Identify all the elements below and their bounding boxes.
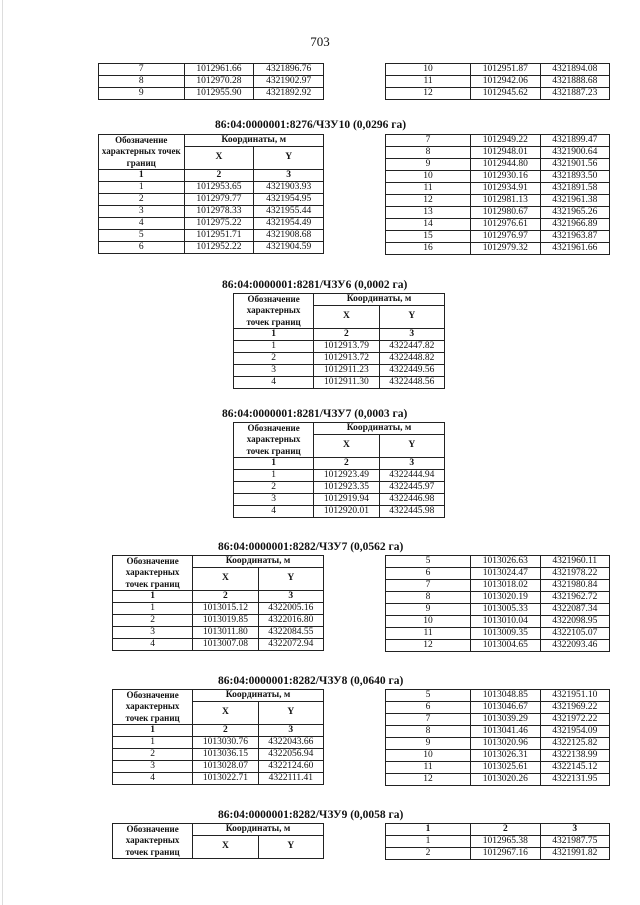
column-number: 1 <box>234 329 314 341</box>
point-number: 3 <box>99 206 185 218</box>
y-coordinate: 4321991.82 <box>540 848 609 860</box>
point-number: 2 <box>234 353 314 365</box>
y-coordinate: 4321903.93 <box>254 182 324 194</box>
point-designation-header: Обозначение характерных точек границ <box>234 423 314 458</box>
table-row <box>234 353 445 365</box>
coords-table-chzu10-right <box>385 134 610 255</box>
point-number: 2 <box>113 749 193 761</box>
point-number: 7 <box>386 135 471 147</box>
point-number: 9 <box>386 738 471 750</box>
section-title-8281-chzu7: 86:04:0000001:8281/ЧЗУ7 (0,0003 га) <box>222 408 408 420</box>
coords-table-8282-chzu8-left <box>112 689 324 785</box>
column-number-row <box>99 170 324 182</box>
y-coordinate: 4321954.09 <box>540 726 609 738</box>
point-number: 12 <box>386 640 471 652</box>
table-row <box>234 494 445 506</box>
point-number: 11 <box>386 628 471 640</box>
point-number: 10 <box>386 171 471 183</box>
x-coordinate: 1013026.63 <box>471 556 540 568</box>
point-number: 1 <box>113 603 193 615</box>
x-coordinate: 1013020.26 <box>471 774 540 786</box>
x-header: X <box>314 306 379 329</box>
column-number: 3 <box>379 329 444 341</box>
x-header: X <box>193 702 258 725</box>
y-coordinate: 4321978.22 <box>540 568 609 580</box>
point-number: 12 <box>386 88 471 100</box>
coords-table-8282-chzu9-left <box>112 823 324 859</box>
x-coordinate: 1013030.76 <box>193 737 258 749</box>
y-coordinate: 4322005.16 <box>258 603 323 615</box>
y-coordinate: 4322072.94 <box>258 639 323 651</box>
y-coordinate: 4321987.75 <box>540 836 609 848</box>
y-coordinate: 4322448.56 <box>379 377 444 389</box>
x-coordinate: 1013004.65 <box>471 640 540 652</box>
table-row <box>386 592 610 604</box>
x-coordinate: 1012975.22 <box>184 218 254 230</box>
x-header: X <box>184 147 254 170</box>
table-row <box>386 195 610 207</box>
coordinates-header: Координаты, м <box>184 135 324 147</box>
x-coordinate: 1013028.07 <box>193 761 258 773</box>
y-coordinate: 4322016.80 <box>258 615 323 627</box>
table-row <box>386 243 610 255</box>
x-coordinate: 1012923.35 <box>314 482 379 494</box>
y-coordinate: 4321966.89 <box>540 219 609 231</box>
column-number: 2 <box>193 591 258 603</box>
header-row <box>113 690 324 702</box>
column-number-row <box>234 458 445 470</box>
y-header: Y <box>258 568 323 591</box>
column-number-row <box>386 824 610 836</box>
point-number: 11 <box>386 183 471 195</box>
column-number-row <box>113 725 324 737</box>
table-row <box>386 76 610 88</box>
header-row <box>234 423 445 435</box>
y-coordinate: 4322448.82 <box>379 353 444 365</box>
y-coordinate: 4322043.66 <box>258 737 323 749</box>
point-number: 3 <box>113 627 193 639</box>
coordinates-header: Координаты, м <box>314 423 445 435</box>
x-coordinate: 1012942.06 <box>471 76 540 88</box>
table-row <box>386 568 610 580</box>
point-number: 10 <box>386 750 471 762</box>
coords-table-8282-chzu9-right <box>385 823 610 860</box>
x-header: X <box>314 435 379 458</box>
x-coordinate: 1012951.71 <box>184 230 254 242</box>
column-number-row <box>234 329 445 341</box>
x-coordinate: 1013007.08 <box>193 639 258 651</box>
point-number: 9 <box>99 88 185 100</box>
x-coordinate: 1012970.28 <box>184 76 254 88</box>
table-row <box>113 603 324 615</box>
point-designation-header: Обозначение характерных точек границ <box>99 135 185 170</box>
point-number: 5 <box>386 690 471 702</box>
x-coordinate: 1013015.12 <box>193 603 258 615</box>
x-coordinate: 1012961.66 <box>184 64 254 76</box>
x-coordinate: 1012948.01 <box>471 147 540 159</box>
point-number: 8 <box>386 147 471 159</box>
x-coordinate: 1013036.15 <box>193 749 258 761</box>
x-coordinate: 1012945.62 <box>471 88 540 100</box>
x-coordinate: 1013041.46 <box>471 726 540 738</box>
table-row <box>99 206 324 218</box>
x-coordinate: 1012953.65 <box>184 182 254 194</box>
x-coordinate: 1013005.33 <box>471 604 540 616</box>
x-coordinate: 1012981.13 <box>471 195 540 207</box>
x-coordinate: 1012976.61 <box>471 219 540 231</box>
column-number: 2 <box>471 824 540 836</box>
y-coordinate: 4321961.38 <box>540 195 609 207</box>
y-coordinate: 4321904.59 <box>254 242 324 254</box>
column-number: 1 <box>113 725 193 737</box>
table-row <box>386 135 610 147</box>
column-number: 1 <box>234 458 314 470</box>
table-row <box>386 231 610 243</box>
y-header: Y <box>379 435 444 458</box>
table-row <box>386 738 610 750</box>
y-header: Y <box>254 147 324 170</box>
table-row <box>386 64 610 76</box>
point-number: 8 <box>99 76 185 88</box>
x-coordinate: 1013019.85 <box>193 615 258 627</box>
x-coordinate: 1012951.87 <box>471 64 540 76</box>
table-row <box>386 726 610 738</box>
table-row <box>234 506 445 518</box>
y-coordinate: 4321900.64 <box>540 147 609 159</box>
point-number: 16 <box>386 243 471 255</box>
point-number: 4 <box>113 639 193 651</box>
point-number: 7 <box>99 64 185 76</box>
coords-table-8282-chzu7-left <box>112 555 324 651</box>
column-number: 3 <box>258 591 323 603</box>
scan-edge <box>2 0 3 905</box>
table-row <box>386 714 610 726</box>
point-number: 1 <box>234 341 314 353</box>
x-coordinate: 1013025.61 <box>471 762 540 774</box>
y-coordinate: 4321887.23 <box>540 88 609 100</box>
table-row <box>234 470 445 482</box>
point-number: 2 <box>99 194 185 206</box>
x-coordinate: 1012913.79 <box>314 341 379 353</box>
point-number: 3 <box>234 365 314 377</box>
section-title-8282-chzu7: 86:04:0000001:8282/ЧЗУ7 (0,0562 га) <box>218 541 404 553</box>
point-number: 2 <box>234 482 314 494</box>
x-coordinate: 1013022.71 <box>193 773 258 785</box>
y-coordinate: 4322093.46 <box>540 640 609 652</box>
table-row <box>386 690 610 702</box>
x-coordinate: 1012978.33 <box>184 206 254 218</box>
point-number: 4 <box>99 218 185 230</box>
table-row <box>234 377 445 389</box>
coords-table-cont-left <box>98 63 324 100</box>
point-designation-header: Обозначение характерных точек границ <box>113 556 193 591</box>
table-row <box>386 702 610 714</box>
x-coordinate: 1013020.96 <box>471 738 540 750</box>
table-row <box>99 88 324 100</box>
point-number: 1 <box>386 836 471 848</box>
point-number: 13 <box>386 207 471 219</box>
coordinates-header: Координаты, м <box>193 824 324 836</box>
y-header: Y <box>379 306 444 329</box>
point-number: 7 <box>386 714 471 726</box>
y-coordinate: 4322444.94 <box>379 470 444 482</box>
x-coordinate: 1013018.02 <box>471 580 540 592</box>
y-coordinate: 4322098.95 <box>540 616 609 628</box>
table-row <box>386 848 610 860</box>
point-number: 15 <box>386 231 471 243</box>
y-coordinate: 4322111.41 <box>258 773 323 785</box>
table-row <box>113 737 324 749</box>
column-number: 3 <box>254 170 324 182</box>
point-number: 6 <box>99 242 185 254</box>
y-coordinate: 4321954.95 <box>254 194 324 206</box>
point-number: 4 <box>113 773 193 785</box>
y-coordinate: 4322125.82 <box>540 738 609 750</box>
section-title-8282-chzu9: 86:04:0000001:8282/ЧЗУ9 (0,0058 га) <box>218 809 404 821</box>
column-number-row <box>113 591 324 603</box>
x-coordinate: 1012923.49 <box>314 470 379 482</box>
table-row <box>386 750 610 762</box>
point-number: 10 <box>386 616 471 628</box>
table-row <box>386 628 610 640</box>
point-designation-header: Обозначение характерных точек границ <box>113 824 193 859</box>
point-number: 7 <box>386 580 471 592</box>
y-coordinate: 4321901.56 <box>540 159 609 171</box>
table-row <box>386 640 610 652</box>
x-coordinate: 1013010.04 <box>471 616 540 628</box>
y-coordinate: 4321980.84 <box>540 580 609 592</box>
point-number: 11 <box>386 76 471 88</box>
table-row <box>99 194 324 206</box>
x-coordinate: 1013048.85 <box>471 690 540 702</box>
x-coordinate: 1012930.16 <box>471 171 540 183</box>
table-row <box>234 365 445 377</box>
table-row <box>386 171 610 183</box>
point-number: 5 <box>386 556 471 568</box>
x-coordinate: 1012919.94 <box>314 494 379 506</box>
y-coordinate: 4322447.82 <box>379 341 444 353</box>
point-number: 1 <box>234 470 314 482</box>
column-number: 1 <box>99 170 185 182</box>
coordinates-header: Координаты, м <box>193 690 324 702</box>
point-number: 11 <box>386 762 471 774</box>
y-coordinate: 4321896.76 <box>254 64 324 76</box>
y-coordinate: 4321954.49 <box>254 218 324 230</box>
table-row <box>99 218 324 230</box>
point-number: 8 <box>386 592 471 604</box>
table-row <box>386 580 610 592</box>
point-number: 1 <box>99 182 185 194</box>
table-row <box>113 627 324 639</box>
y-coordinate: 4321893.50 <box>540 171 609 183</box>
y-header: Y <box>258 702 323 725</box>
coords-table-8281-chzu6 <box>233 293 445 389</box>
table-row <box>386 836 610 848</box>
x-coordinate: 1012967.16 <box>471 848 540 860</box>
y-header: Y <box>258 836 323 859</box>
y-coordinate: 4321962.72 <box>540 592 609 604</box>
page-number: 703 <box>310 34 330 49</box>
y-coordinate: 4321888.68 <box>540 76 609 88</box>
x-coordinate: 1012934.91 <box>471 183 540 195</box>
table-row <box>113 615 324 627</box>
x-coordinate: 1013046.67 <box>471 702 540 714</box>
table-row <box>113 773 324 785</box>
y-coordinate: 4322445.98 <box>379 506 444 518</box>
table-row <box>234 341 445 353</box>
coords-table-8281-chzu7 <box>233 422 445 518</box>
point-number: 4 <box>234 506 314 518</box>
table-row <box>386 219 610 231</box>
point-number: 5 <box>99 230 185 242</box>
y-coordinate: 4321951.10 <box>540 690 609 702</box>
point-number: 6 <box>386 568 471 580</box>
x-coordinate: 1012944.80 <box>471 159 540 171</box>
x-coordinate: 1013024.47 <box>471 568 540 580</box>
y-coordinate: 4322105.07 <box>540 628 609 640</box>
y-coordinate: 4322056.94 <box>258 749 323 761</box>
column-number: 2 <box>193 725 258 737</box>
table-row <box>99 182 324 194</box>
table-row <box>386 616 610 628</box>
x-coordinate: 1012911.23 <box>314 365 379 377</box>
y-coordinate: 4322087.34 <box>540 604 609 616</box>
coords-table-chzu10-left <box>98 134 324 254</box>
table-row <box>99 76 324 88</box>
y-coordinate: 4321963.87 <box>540 231 609 243</box>
point-designation-header: Обозначение характерных точек границ <box>234 294 314 329</box>
y-coordinate: 4321899.47 <box>540 135 609 147</box>
table-row <box>99 64 324 76</box>
x-coordinate: 1012949.22 <box>471 135 540 147</box>
x-coordinate: 1012955.90 <box>184 88 254 100</box>
y-coordinate: 4321902.97 <box>254 76 324 88</box>
column-number: 1 <box>113 591 193 603</box>
header-row <box>113 824 324 836</box>
point-number: 3 <box>234 494 314 506</box>
x-coordinate: 1012952.22 <box>184 242 254 254</box>
section-title-8282-chzu8: 86:04:0000001:8282/ЧЗУ8 (0,0640 га) <box>218 675 404 687</box>
table-row <box>113 749 324 761</box>
table-row <box>99 242 324 254</box>
header-row <box>99 135 324 147</box>
y-coordinate: 4321969.22 <box>540 702 609 714</box>
y-coordinate: 4322138.99 <box>540 750 609 762</box>
table-row <box>113 639 324 651</box>
point-number: 2 <box>386 848 471 860</box>
y-coordinate: 4321955.44 <box>254 206 324 218</box>
table-row <box>113 761 324 773</box>
x-coordinate: 1013039.29 <box>471 714 540 726</box>
point-number: 10 <box>386 64 471 76</box>
table-row <box>386 556 610 568</box>
column-number: 3 <box>540 824 609 836</box>
x-coordinate: 1012979.77 <box>184 194 254 206</box>
column-number: 3 <box>258 725 323 737</box>
x-coordinate: 1012911.30 <box>314 377 379 389</box>
x-coordinate: 1012965.38 <box>471 836 540 848</box>
y-coordinate: 4322449.56 <box>379 365 444 377</box>
y-coordinate: 4321891.58 <box>540 183 609 195</box>
table-row <box>386 774 610 786</box>
x-coordinate: 1012980.67 <box>471 207 540 219</box>
table-row <box>386 147 610 159</box>
y-coordinate: 4322145.12 <box>540 762 609 774</box>
point-number: 14 <box>386 219 471 231</box>
table-row <box>386 88 610 100</box>
x-coordinate: 1012920.01 <box>314 506 379 518</box>
table-row <box>386 604 610 616</box>
point-number: 12 <box>386 774 471 786</box>
y-coordinate: 4321960.11 <box>540 556 609 568</box>
y-coordinate: 4322124.60 <box>258 761 323 773</box>
coords-table-8282-chzu8-right <box>385 689 610 786</box>
y-coordinate: 4321965.26 <box>540 207 609 219</box>
column-number: 2 <box>314 329 379 341</box>
y-coordinate: 4322131.95 <box>540 774 609 786</box>
section-title-chzu10: 86:04:0000001:8276/ЧЗУ10 (0,0296 га) <box>215 119 407 131</box>
y-coordinate: 4322446.98 <box>379 494 444 506</box>
table-row <box>386 159 610 171</box>
column-number: 3 <box>379 458 444 470</box>
point-number: 2 <box>113 615 193 627</box>
y-coordinate: 4321972.22 <box>540 714 609 726</box>
coords-table-cont-right <box>385 63 610 100</box>
table-row <box>386 762 610 774</box>
point-number: 12 <box>386 195 471 207</box>
point-number: 3 <box>113 761 193 773</box>
x-coordinate: 1013026.31 <box>471 750 540 762</box>
y-coordinate: 4322445.97 <box>379 482 444 494</box>
x-coordinate: 1012976.97 <box>471 231 540 243</box>
table-row <box>386 183 610 195</box>
point-number: 9 <box>386 159 471 171</box>
y-coordinate: 4321908.68 <box>254 230 324 242</box>
x-coordinate: 1013009.35 <box>471 628 540 640</box>
x-header: X <box>193 568 258 591</box>
x-coordinate: 1012979.32 <box>471 243 540 255</box>
coordinates-header: Координаты, м <box>314 294 445 306</box>
column-number: 2 <box>184 170 254 182</box>
x-header: X <box>193 836 258 859</box>
section-title-8281-chzu6: 86:04:0000001:8281/ЧЗУ6 (0,0002 га) <box>222 279 408 291</box>
table-row <box>99 230 324 242</box>
table-row <box>234 482 445 494</box>
point-number: 4 <box>234 377 314 389</box>
x-coordinate: 1013020.19 <box>471 592 540 604</box>
point-designation-header: Обозначение характерных точек границ <box>113 690 193 725</box>
header-row <box>234 294 445 306</box>
point-number: 6 <box>386 702 471 714</box>
y-coordinate: 4321892.92 <box>254 88 324 100</box>
point-number: 1 <box>113 737 193 749</box>
y-coordinate: 4321961.66 <box>540 243 609 255</box>
x-coordinate: 1012913.72 <box>314 353 379 365</box>
y-coordinate: 4322084.55 <box>258 627 323 639</box>
column-number: 1 <box>386 824 471 836</box>
table-row <box>386 207 610 219</box>
coordinates-header: Координаты, м <box>193 556 324 568</box>
point-number: 8 <box>386 726 471 738</box>
header-row <box>113 556 324 568</box>
y-coordinate: 4321894.08 <box>540 64 609 76</box>
x-coordinate: 1013011.80 <box>193 627 258 639</box>
coords-table-8282-chzu7-right <box>385 555 610 652</box>
column-number: 2 <box>314 458 379 470</box>
point-number: 9 <box>386 604 471 616</box>
